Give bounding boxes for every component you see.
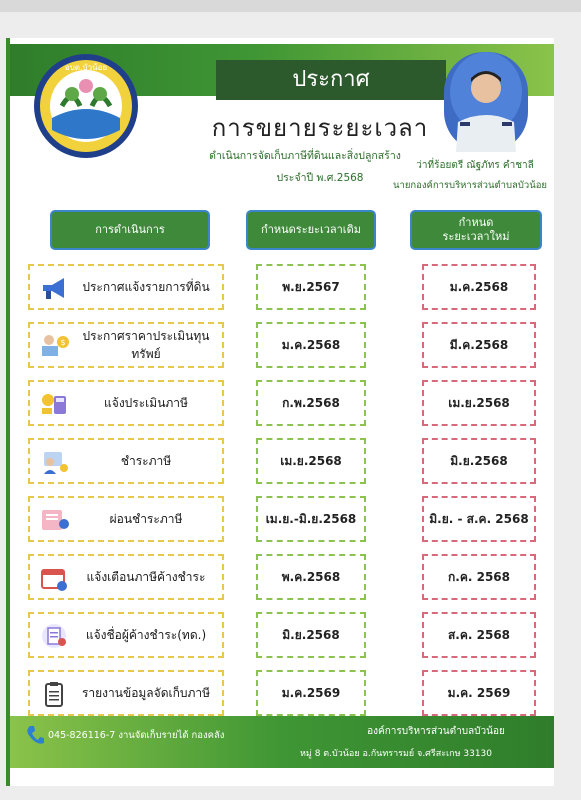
action-cell (28, 670, 224, 716)
phone-icon (26, 724, 44, 746)
clipboard-icon (40, 680, 70, 708)
action-label: รายงานข้อมูลจัดเก็บภาษี (81, 686, 211, 700)
original-date: พ.ค.2568 (256, 554, 366, 600)
payment-icon (40, 448, 70, 476)
table-row (10, 322, 554, 372)
action-label: แจ้งประเมินภาษี (104, 396, 188, 410)
action-cell (28, 322, 224, 368)
page-title: การขยายระยะเวลา (211, 114, 429, 142)
original-date: ม.ค.2568 (256, 322, 366, 368)
organization-logo (32, 52, 140, 160)
table-row (10, 612, 554, 662)
table-row (10, 496, 554, 546)
action-label: แจ้งชื่อผู้ค้างชำระ(ทด.) (85, 628, 207, 642)
original-date: พ.ย.2567 (256, 264, 366, 310)
column-header-action: การดำเนินการ (50, 210, 210, 250)
action-label: ประกาศแจ้งรายการที่ดิน (82, 280, 210, 294)
column-header-new: กำหนด ระยะเวลาใหม่ (410, 210, 542, 250)
new-date: ม.ค.2568 (422, 264, 536, 310)
table-row (10, 670, 554, 720)
action-cell (28, 438, 224, 484)
new-date: มี.ค.2568 (422, 322, 536, 368)
announcement-label: ประกาศ (292, 67, 370, 92)
action-label: ประกาศราคาประเมินทุนทรัพย์ (82, 329, 210, 361)
table-row (10, 438, 554, 488)
person-name: ว่าที่ร้อยตรี ณัฐภัทร คำชาลี (416, 160, 534, 171)
action-cell (28, 380, 224, 426)
page-subtitle: ดำเนินการจัดเก็บภาษีที่ดินและสิ่งปลูกสร้าง (209, 150, 401, 162)
svg-text:$: $ (60, 338, 66, 347)
original-date: เม.ย.-มิ.ย.2568 (256, 496, 366, 542)
original-date: เม.ย.2568 (256, 438, 366, 484)
installment-icon (40, 506, 70, 534)
megaphone-icon (40, 274, 70, 302)
calendar-alert-icon (40, 564, 70, 592)
table-row (10, 264, 554, 314)
footer-organization: องค์การบริหารส่วนตำบลบัวน้อย (367, 726, 505, 737)
original-date: มิ.ย.2568 (256, 612, 366, 658)
action-label: แจ้งเตือนภาษีค้างชำระ (86, 570, 206, 584)
person-position: นายกองค์การบริหารส่วนตำบลบัวน้อย (393, 180, 547, 191)
new-date: เม.ย.2568 (422, 380, 536, 426)
contact-phone: 045-826116-7 งานจัดเก็บรายได้ กองคลัง (48, 730, 225, 741)
new-date: ม.ค. 2569 (422, 670, 536, 716)
new-date: ก.ค. 2568 (422, 554, 536, 600)
column-header-original: กำหนดระยะเวลาเดิม (246, 210, 376, 250)
footer-address: หมู่ 8 ต.บัวน้อย อ.กันทรารมย์ จ.ศรีสะเกษ 33130 (299, 749, 493, 759)
action-label: ผ่อนชำระภาษี (109, 512, 183, 526)
table-row (10, 380, 554, 430)
action-cell (28, 496, 224, 542)
action-cell (28, 264, 224, 310)
document-list-icon (40, 622, 70, 650)
original-date: ม.ค.2569 (256, 670, 366, 716)
logo-text: อบต.บัวน้อย (64, 63, 108, 72)
action-cell (28, 554, 224, 600)
table-row (10, 554, 554, 604)
new-date: ส.ค. 2568 (422, 612, 536, 658)
action-cell (28, 612, 224, 658)
announcement-poster (6, 38, 554, 786)
action-label: ชำระภาษี (120, 454, 172, 468)
top-bar (0, 0, 581, 12)
fiscal-year: ประจำปี พ.ศ.2568 (276, 172, 364, 184)
appraisal-icon (40, 332, 70, 360)
calculator-icon (40, 390, 70, 418)
new-date: มิ.ย.2568 (422, 438, 536, 484)
portrait-photo (444, 52, 528, 152)
new-date: มิ.ย. - ส.ค. 2568 (422, 496, 536, 542)
footer-band (10, 716, 554, 768)
original-date: ก.พ.2568 (256, 380, 366, 426)
